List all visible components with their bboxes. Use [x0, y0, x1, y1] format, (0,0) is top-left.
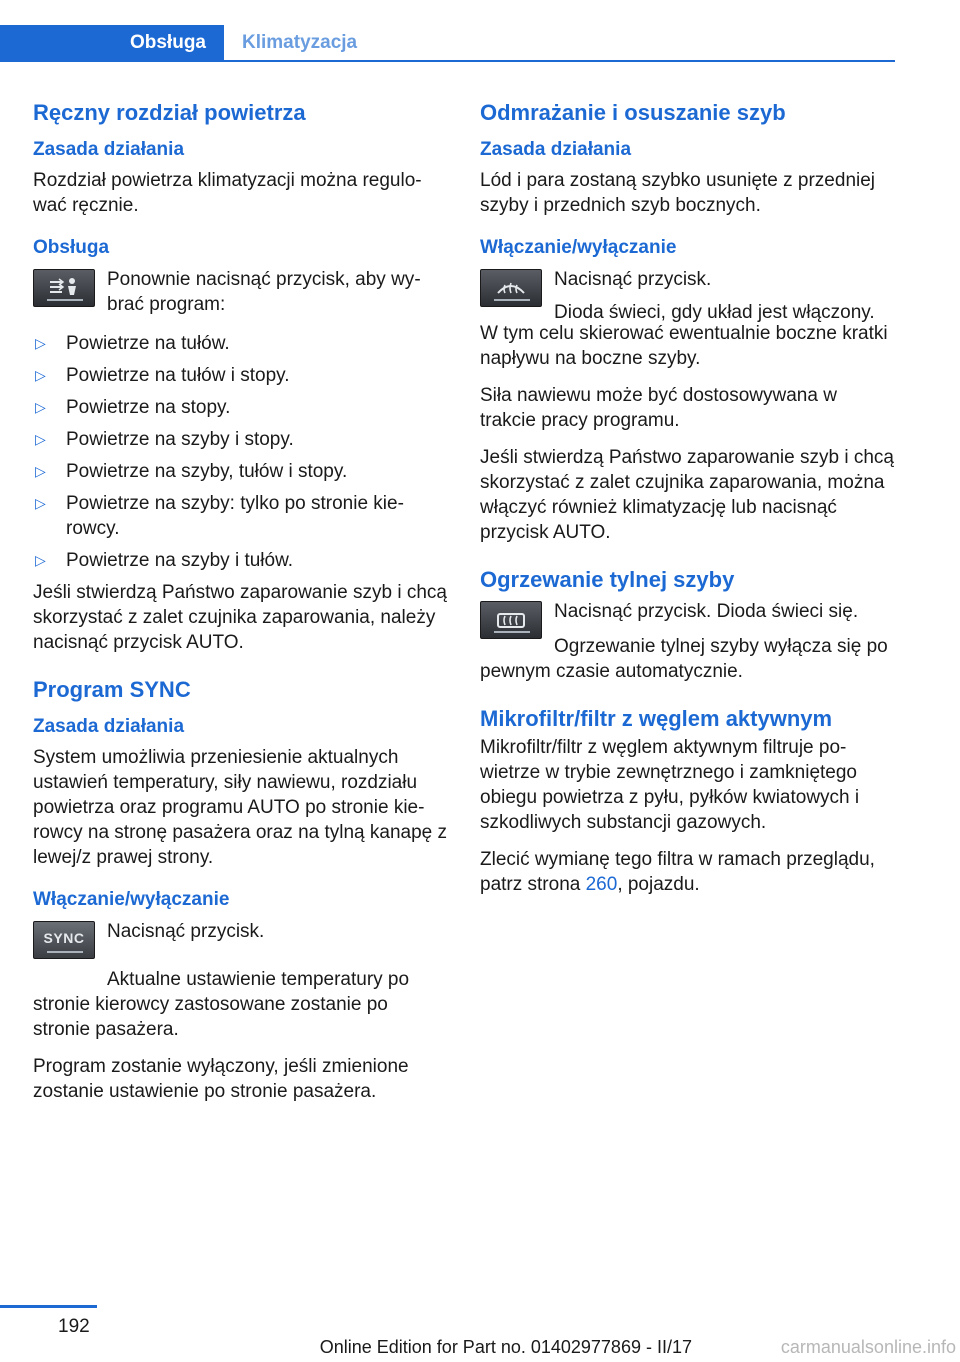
- paragraph: Nacisnąć przycisk.: [107, 921, 265, 943]
- triangle-bullet-icon: ▷: [35, 399, 46, 416]
- triangle-bullet-icon: ▷: [35, 335, 46, 352]
- paragraph: Nacisnąć przycisk. Dioda świeci się.: [554, 600, 859, 622]
- rear-heating-instruction: [480, 599, 895, 659]
- list-item: ▷ Powietrze na szyby, tułów i stopy.: [35, 461, 348, 483]
- right-column: [480, 98, 895, 909]
- defrost-instruction: [480, 267, 895, 327]
- edition-note: Online Edition for Part no. 01402977869 - II/17: [319, 1337, 692, 1357]
- list-item: ▷ Powietrze na tułów.: [35, 333, 230, 355]
- triangle-bullet-icon: ▷: [35, 495, 46, 512]
- tab-klimatyzacja[interactable]: Klimatyzacja: [242, 31, 358, 53]
- page-link[interactable]: 260: [585, 874, 618, 896]
- rear-window-heating-button-icon: [480, 601, 542, 639]
- triangle-bullet-icon: ▷: [35, 552, 46, 569]
- subheading-principle: Zasada działania: [480, 138, 632, 160]
- paragraph: Jeśli stwierdzą Państwo zaparowanie szyb i chcą skorzystać z zalet czujnika zaparowania, można włączyć również klimatyzację lub nacisnąć przycisk AUTO.: [480, 447, 894, 544]
- section-title-defrost: Odmrażanie i osuszanie szyb: [480, 100, 786, 125]
- footer-divider: [0, 1305, 97, 1308]
- subheading-on-off: Włączanie/wyłączanie: [33, 889, 230, 911]
- header-tabs: [0, 25, 895, 62]
- page-number: 192: [58, 1316, 90, 1337]
- tab-obsluga[interactable]: Obsługa: [0, 25, 224, 60]
- triangle-bullet-icon: ▷: [35, 463, 46, 480]
- paragraph: Lód i para zostaną szybko usunięte z przedniej szyby i przednich szyb bocznych.: [480, 170, 876, 217]
- section-title-manual-air: Ręczny rozdział powietrza: [33, 100, 306, 125]
- air-distribution-button-icon: [33, 269, 95, 307]
- list-item: ▷ Powietrze na szyby i stopy.: [35, 429, 294, 451]
- triangle-bullet-icon: ▷: [35, 431, 46, 448]
- front-defrost-button-icon: [480, 269, 542, 307]
- paragraph: Aktualne ustawienie temperatury po stronie kierowcy zastosowane zostanie po stronie pasażera.: [33, 969, 410, 1041]
- left-column: [33, 98, 448, 1116]
- air-distribution-instruction: [33, 267, 448, 327]
- paragraph: W tym celu skierować ewentualnie boczne kratki napływu na boczne szyby.: [480, 323, 888, 370]
- paragraph: Program zostanie wyłączony, jeśli zmienione zostanie ustawienie po stronie pasażera.: [33, 1056, 409, 1103]
- sync-button-icon: SYNC: [33, 921, 95, 959]
- paragraph: Mikrofiltr/filtr z węglem aktywnym filtruje powietrze w trybie zewnętrznego i zamkniętego obiegu powietrza z pyłu, pyłków kwiatowych i szkodliwych substancji gazowych.: [480, 737, 860, 834]
- subheading-operation: Obsługa: [33, 237, 110, 259]
- paragraph: Zlecić wymianę tego filtra w ramach przeglądu, patrz strona 260, pojazdu.: [480, 849, 875, 896]
- subheading-on-off: Włączanie/wyłączanie: [480, 237, 677, 259]
- section-title-microfilter: Mikrofiltr/filtr z węglem aktywnym: [480, 705, 833, 731]
- section-title-sync: Program SYNC: [33, 677, 191, 703]
- section-title-rear-heating: Ogrzewanie tylnej szyby: [480, 567, 735, 593]
- list-item: ▷ Powietrze na stopy.: [35, 397, 231, 419]
- list-item: ▷ Powietrze na szyby: tylko po stronie kierowcy.: [35, 493, 404, 540]
- sync-instruction: [33, 919, 448, 979]
- watermark: carmanualsonline.info: [780, 1337, 956, 1357]
- paragraph: System umożliwia przeniesienie aktualnych ustawień temperatury, siły nawiewu, rozdziału powietrza oraz programu AUTO po stronie kierowcy na stronę pasażera oraz na tylną kanapę z lewej/z prawej strony.: [33, 747, 448, 869]
- subheading-principle: Zasada działania: [33, 715, 185, 737]
- paragraph: Dioda świeci, gdy układ jest włączony.: [554, 302, 875, 324]
- subheading-principle: Zasada działania: [33, 138, 185, 160]
- paragraph: Rozdział powietrza klimatyzacji można regulować ręcznie.: [33, 170, 422, 217]
- paragraph: Jeśli stwierdzą Państwo zaparowanie szyb i chcą skorzystać z zalet czujnika zaparowania, należy nacisnąć przycisk AUTO.: [33, 582, 447, 654]
- paragraph: Siła nawiewu może być dostosowywana w trakcie pracy programu.: [480, 385, 837, 432]
- paragraph: Ponownie nacisnąć przycisk, aby wybrać program:: [107, 269, 421, 316]
- air-program-list: [33, 331, 448, 573]
- list-item: ▷ Powietrze na szyby i tułów.: [35, 550, 294, 572]
- paragraph: Ogrzewanie tylnej szyby wyłącza się po pewnym czasie automatycznie.: [480, 635, 888, 682]
- header-divider: [0, 60, 895, 62]
- triangle-bullet-icon: ▷: [35, 367, 46, 384]
- list-item: ▷ Powietrze na tułów i stopy.: [35, 365, 290, 387]
- paragraph: Nacisnąć przycisk.: [554, 269, 712, 291]
